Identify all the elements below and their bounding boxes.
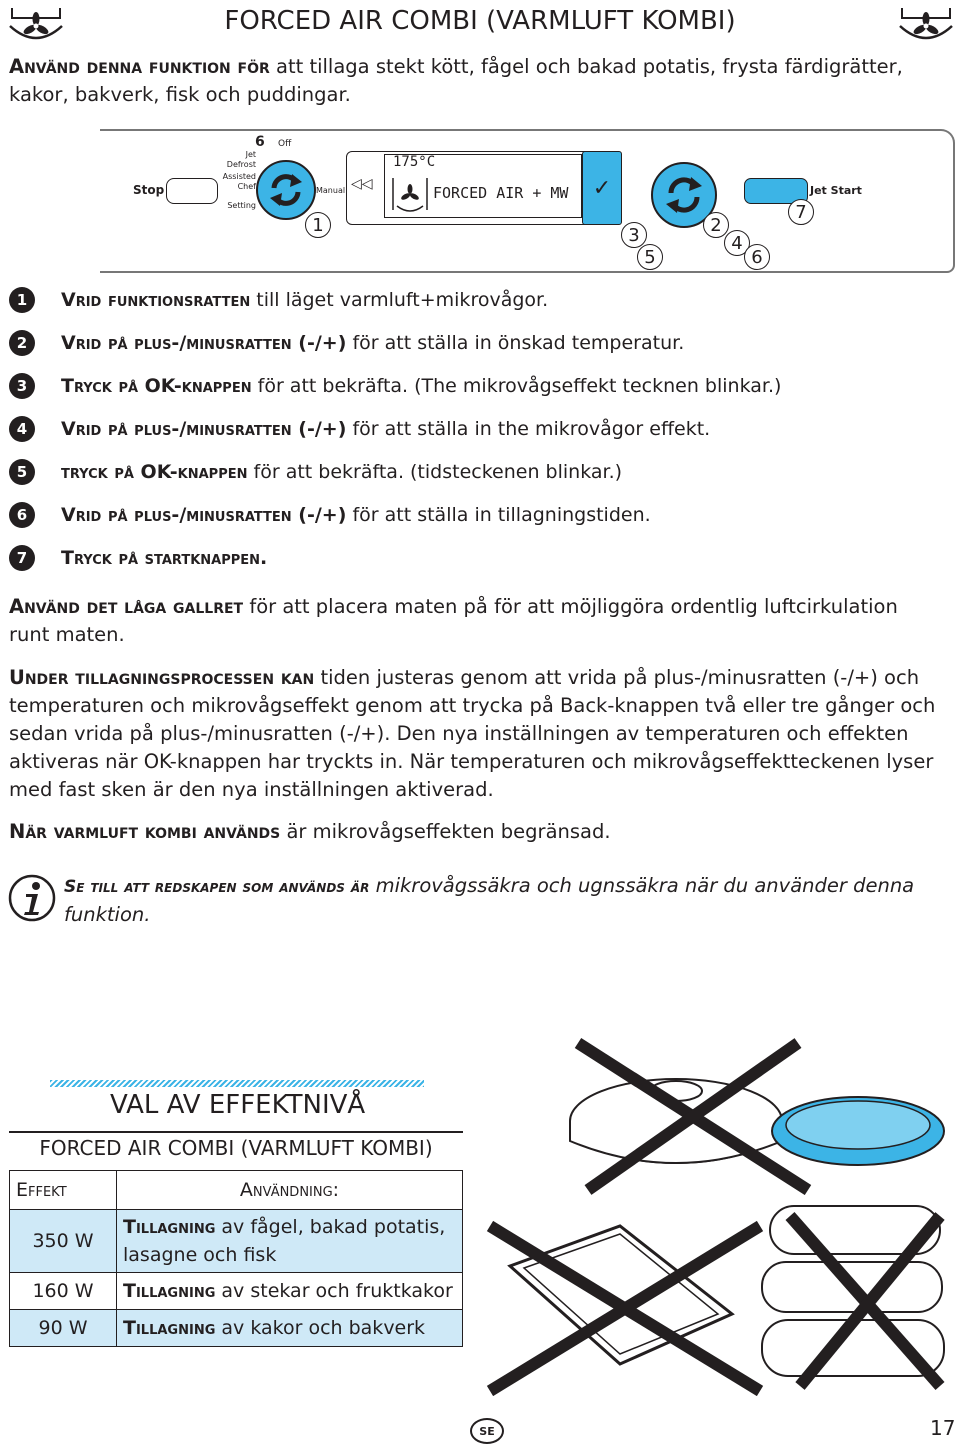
process-lead: Under tillagningsprocessen kan — [9, 666, 315, 689]
intro-lead: Använd denna funktion för — [9, 55, 270, 78]
power-cell: 350 W — [10, 1210, 117, 1273]
country-badge: SE — [470, 1418, 504, 1444]
divider — [9, 1131, 463, 1133]
limit-paragraph — [9, 818, 944, 846]
usage-cell: Tillagning av fågel, bakad potatis, lasagne och fisk — [117, 1210, 463, 1273]
ok-button[interactable] — [582, 151, 622, 225]
hatched-bar — [50, 1080, 424, 1087]
callout-1: 1 — [305, 212, 331, 238]
callout-7: 7 — [788, 199, 814, 225]
info-text: mikrovågssäkra och ugnssäkra när du använder denna funktion. — [64, 874, 915, 926]
table-title: FORCED AIR COMBI (VARMLUFT KOMBI) — [39, 1136, 433, 1160]
crossed-dishes-illustration — [470, 1196, 952, 1396]
step-number: 7 — [9, 545, 35, 571]
callout-3: 3 — [621, 222, 647, 248]
step-2 — [9, 328, 684, 358]
callout-6: 6 — [744, 244, 770, 270]
callout-2: 2 — [703, 212, 729, 238]
sense-label: 6 — [255, 134, 265, 150]
info-icon — [8, 874, 56, 922]
intro-paragraph — [9, 53, 944, 109]
stop-label: Stop — [133, 183, 165, 197]
step-text: för att ställa in the mikrovågor effekt. — [346, 418, 711, 440]
step-number: 5 — [9, 459, 35, 485]
header-cell-usage: Användning: — [117, 1171, 463, 1210]
info-lead: Se till att redskapen som används är — [64, 877, 370, 897]
step-text: för att ställa in önskad temperatur. — [346, 332, 685, 354]
step-lead: Vrid på plus-/minusratten (-/+) — [61, 418, 347, 440]
section-heading: VAL AV EFFEKTNIVÅ — [110, 1090, 366, 1120]
menu-item-chef: Chef — [237, 182, 256, 191]
table-header-row — [10, 1171, 463, 1210]
step-7 — [9, 543, 267, 573]
step-3 — [9, 371, 781, 401]
table-row — [10, 1310, 463, 1347]
step-6 — [9, 500, 651, 530]
menu-item-setting: Setting — [227, 201, 256, 210]
limit-lead: När varmluft kombi används — [9, 820, 281, 843]
process-paragraph — [9, 664, 944, 804]
check-icon: ✓ — [592, 175, 612, 201]
info-paragraph — [64, 872, 924, 929]
step-number: 4 — [9, 416, 35, 442]
display-text: FORCED AIR + MW — [433, 184, 569, 202]
step-5 — [9, 457, 622, 487]
menu-item-defrost: Defrost — [226, 160, 256, 169]
step-text: för att ställa in tillagningstiden. — [346, 504, 651, 526]
manual-label: Manual — [316, 186, 346, 195]
step-1 — [9, 285, 548, 315]
limit-text: är mikrovågseffekten begränsad. — [280, 820, 611, 843]
table-row — [10, 1210, 463, 1273]
stop-button[interactable] — [166, 178, 218, 204]
intro-text: att tillaga stekt kött, fågel och bakad potatis, frysta färdigrätter, kakor, bakverk, fisk och puddingar. — [9, 55, 903, 106]
step-number: 6 — [9, 502, 35, 528]
page-number: 17 — [930, 1416, 956, 1440]
fan-mw-icon — [391, 176, 429, 216]
step-lead: Tryck på startknappen. — [61, 547, 268, 569]
function-knob[interactable] — [256, 160, 316, 220]
power-table — [9, 1170, 463, 1347]
step-lead: Vrid på plus-/minusratten (-/+) — [61, 504, 347, 526]
callout-4: 4 — [724, 230, 750, 256]
power-cell: 160 W — [10, 1273, 117, 1310]
step-lead: tryck på OK-knappen — [61, 461, 248, 483]
rack-text: för att placera maten på för att möjliggöra ordentlig luftcirkulation runt maten. — [9, 595, 898, 646]
menu-item-jet: Jet — [245, 150, 256, 159]
step-number: 2 — [9, 330, 35, 356]
power-cell: 90 W — [10, 1310, 117, 1347]
rack-paragraph — [9, 593, 944, 649]
usage-cell: Tillagning av kakor och bakverk — [117, 1310, 463, 1347]
back-button[interactable] — [351, 176, 373, 192]
header-cell-effect: Effekt — [10, 1171, 117, 1210]
step-number: 3 — [9, 373, 35, 399]
rack-lead: Använd det låga gallret — [9, 595, 244, 618]
rotate-icon — [258, 162, 314, 218]
back-icon: ◁◁ — [351, 176, 373, 192]
step-lead: Vrid på plus-/minusratten (-/+) — [61, 332, 347, 354]
step-number: 1 — [9, 287, 35, 313]
off-label: Off — [278, 139, 292, 149]
step-lead: Vrid funktionsratten — [61, 289, 251, 311]
crossed-plate-cover-illustration — [558, 1035, 950, 1195]
jet-start-label: Jet Start — [810, 184, 862, 197]
function-menu-labels — [220, 150, 256, 211]
callout-5: 5 — [637, 244, 663, 270]
page-title: FORCED AIR COMBI (VARMLUFT KOMBI) — [224, 6, 736, 36]
usage-cell: Tillagning av stekar och fruktkakor — [117, 1273, 463, 1310]
step-text: till läget varmluft+mikrovågor. — [250, 289, 549, 311]
fan-icon — [898, 4, 954, 44]
step-text: för att bekräfta. (tidsteckenen blinkar.) — [247, 461, 623, 483]
table-row — [10, 1273, 463, 1310]
step-4 — [9, 414, 710, 444]
step-lead: Tryck på OK-knappen — [61, 375, 252, 397]
display-temp: 175°C — [393, 154, 436, 170]
step-text: för att bekräfta. (The mikrovågseffekt tecknen blinkar.) — [251, 375, 782, 397]
process-text: tiden justeras genom att vrida på plus-/minusratten (-/+) och temperaturen och mikrovågseffekt genom att trycka på Back-knappen två eller tre gånger och sedan vrida på plus-/minusratten (-/+). Den nya inställningen av temperaturen och effekten aktiveras när OK-knappen har tryckts in. När temperaturen och mikrovågseffektteckenen lyser med fast sken är den nya inställningen aktiverad. — [9, 666, 936, 801]
menu-item-assisted: Assisted — [222, 172, 256, 181]
